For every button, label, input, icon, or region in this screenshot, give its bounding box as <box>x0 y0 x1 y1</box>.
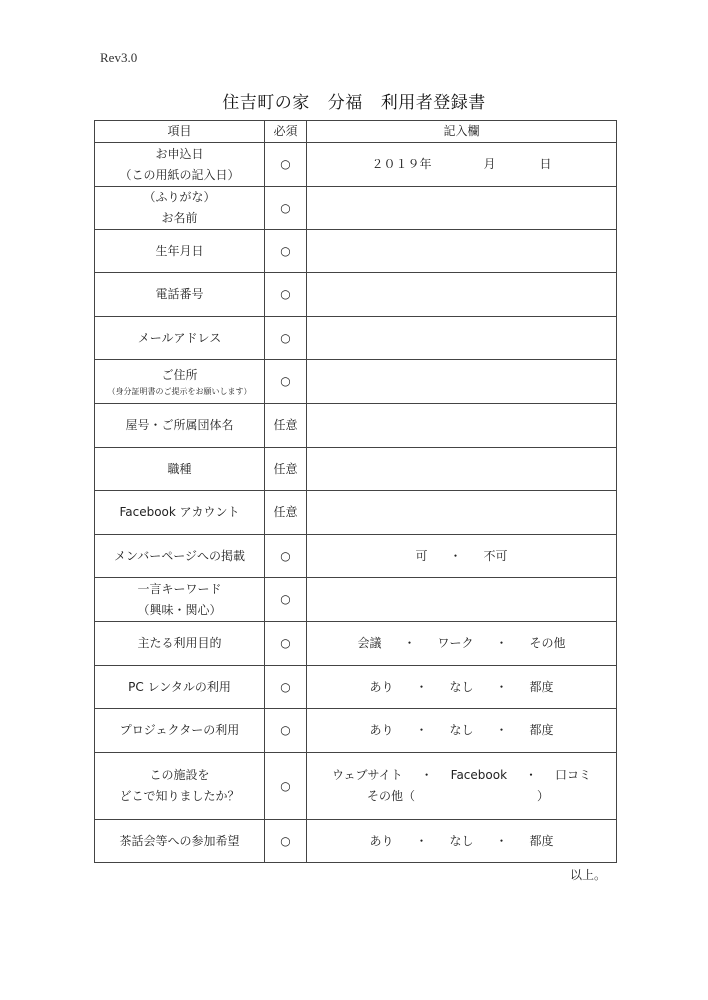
label-occupation: 職種 <box>95 448 265 491</box>
option-yes[interactable]: あり <box>369 833 394 848</box>
option-other[interactable]: その他 <box>529 636 566 650</box>
col-header-required: 必須 <box>265 121 307 143</box>
required-mark: ○ <box>265 360 307 404</box>
label-member-page: メンバーページへの掲載 <box>95 535 265 578</box>
label-referral: この施設を どこで知りましたか？ <box>95 753 265 820</box>
required-mark: ○ <box>265 187 307 230</box>
option-work[interactable]: ワーク <box>437 636 474 650</box>
required-mark: ○ <box>265 143 307 187</box>
registration-table <box>94 120 617 863</box>
required-mark: ○ <box>265 273 307 317</box>
row-pc-rental <box>95 666 617 709</box>
required-mark: ○ <box>265 230 307 273</box>
label-pc-rental: PC レンタルの利用 <box>95 666 265 709</box>
option-as-needed[interactable]: 都度 <box>529 723 554 737</box>
row-tea-party <box>95 820 617 863</box>
field-email[interactable] <box>307 317 617 360</box>
required-mark: ○ <box>265 666 307 709</box>
field-application-date[interactable] <box>307 143 617 187</box>
optional-mark: 任意 <box>265 448 307 491</box>
option-yes[interactable]: あり <box>369 723 394 737</box>
month-text: 月 <box>483 157 496 171</box>
page-title <box>0 88 708 113</box>
required-mark: ○ <box>265 535 307 578</box>
row-phone <box>95 273 617 317</box>
required-mark: ○ <box>265 578 307 622</box>
option-website[interactable]: ウェブサイト <box>331 768 403 782</box>
option-no[interactable]: なし <box>449 833 474 848</box>
row-purpose <box>95 622 617 666</box>
label-email: メールアドレス <box>95 317 265 360</box>
option-as-needed[interactable]: 都度 <box>529 833 554 848</box>
optional-mark: 任意 <box>265 491 307 535</box>
required-mark: ○ <box>265 317 307 360</box>
option-allowed[interactable]: 可 <box>415 548 428 563</box>
closing-text: 以上。 <box>569 868 606 882</box>
field-organization[interactable] <box>307 404 617 448</box>
label-organization: 屋号・ご所属団体名 <box>95 404 265 448</box>
row-occupation <box>95 448 617 491</box>
field-phone[interactable] <box>307 273 617 317</box>
row-keyword <box>95 578 617 622</box>
required-mark: ○ <box>265 753 307 820</box>
field-tea-party: あり ・ なし ・ 都度 <box>307 820 617 863</box>
field-purpose: 会議 ・ ワーク ・ その他 <box>307 622 617 666</box>
row-address <box>95 360 617 404</box>
col-header-entry: 記入欄 <box>307 121 617 143</box>
label-purpose: 主たる利用目的 <box>95 622 265 666</box>
row-application-date <box>95 143 617 187</box>
label-keyword: 一言キーワード （興味・関心） <box>95 578 265 622</box>
label-address: ご住所 （身分証明書のご提示をお願いします） <box>95 360 265 404</box>
field-keyword[interactable] <box>307 578 617 622</box>
option-as-needed[interactable]: 都度 <box>529 679 554 694</box>
label-name: （ふりがな） お名前 <box>95 187 265 230</box>
col-header-item: 項目 <box>95 121 265 143</box>
option-facebook[interactable]: Facebook <box>450 768 508 782</box>
row-member-page <box>95 535 617 578</box>
label-application-date: お申込日 （この用紙の記入日） <box>95 143 265 187</box>
field-pc-rental: あり ・ なし ・ 都度 <box>307 666 617 709</box>
option-other[interactable]: その他（ <box>367 789 416 803</box>
row-referral <box>95 753 617 820</box>
required-mark: ○ <box>265 622 307 666</box>
revision-label: Rev3.0 <box>100 50 138 65</box>
label-phone: 電話番号 <box>95 273 265 317</box>
row-projector <box>95 709 617 753</box>
option-meeting[interactable]: 会議 <box>357 636 382 650</box>
row-birthdate <box>95 230 617 273</box>
option-no[interactable]: なし <box>449 679 474 694</box>
row-facebook <box>95 491 617 535</box>
label-facebook: Facebook アカウント <box>95 491 265 535</box>
day-text: 日 <box>539 157 552 171</box>
year-text: ２０１９年 <box>371 157 432 171</box>
field-name[interactable] <box>307 187 617 230</box>
optional-mark: 任意 <box>265 404 307 448</box>
field-referral: ウェブサイト ・ Facebook ・ 口コミ その他（ ） <box>307 753 617 820</box>
field-member-page: 可 ・ 不可 <box>307 535 617 578</box>
field-projector: あり ・ なし ・ 都度 <box>307 709 617 753</box>
row-organization <box>95 404 617 448</box>
title-bunpuku: 分福 <box>327 93 363 113</box>
option-word-of-mouth[interactable]: 口コミ <box>555 768 592 782</box>
option-yes[interactable]: あり <box>369 679 394 694</box>
required-mark: ○ <box>265 820 307 863</box>
row-name <box>95 187 617 230</box>
field-address[interactable] <box>307 360 617 404</box>
option-no[interactable]: なし <box>449 723 474 737</box>
label-birthdate: 生年月日 <box>95 230 265 273</box>
table-header-row <box>95 121 617 143</box>
field-occupation[interactable] <box>307 448 617 491</box>
label-tea-party: 茶話会等への参加希望 <box>95 820 265 863</box>
required-mark: ○ <box>265 709 307 753</box>
title-house: 住吉町の家 <box>222 93 310 113</box>
row-email <box>95 317 617 360</box>
option-not-allowed[interactable]: 不可 <box>483 548 508 563</box>
field-facebook[interactable] <box>307 491 617 535</box>
title-form-name: 利用者登録書 <box>380 93 486 113</box>
label-projector: プロジェクターの利用 <box>95 709 265 753</box>
field-birthdate[interactable] <box>307 230 617 273</box>
